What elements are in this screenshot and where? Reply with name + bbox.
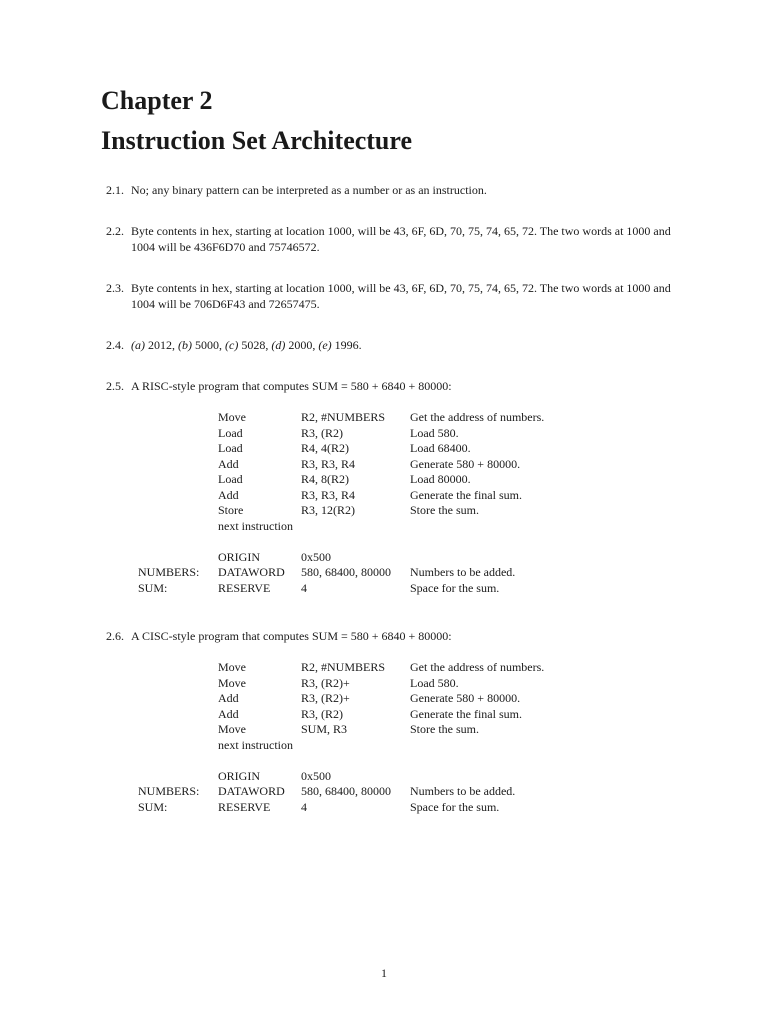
page-number: 1 (381, 966, 387, 980)
exercise-answers (131, 337, 676, 353)
code-comment: Get the address of numbers. (410, 410, 545, 424)
code-opcode: RESERVE (218, 580, 271, 595)
code-line (0, 660, 768, 676)
code-label: NUMBERS: (138, 565, 200, 579)
data-line (0, 550, 768, 566)
code-opcode: Add (218, 487, 239, 502)
code-operands: R3, R3, R4 (301, 487, 356, 502)
code-opcode: Add (218, 691, 239, 705)
code-comment: Generate the final sum. (410, 706, 522, 721)
data-line (0, 800, 768, 816)
code-opcode: Move (218, 722, 246, 736)
code-comment: Store the sum. (410, 503, 479, 517)
code-comment: Numbers to be added. (410, 784, 516, 798)
code-comment: Generate the final sum. (410, 487, 522, 502)
code-line (0, 426, 768, 442)
exercise-text: A RISC-style program that computes SUM = 580 + 6840 + 80000: (131, 379, 452, 393)
cisc-program (0, 660, 768, 815)
code-operands: R3, (R2)+ (301, 675, 350, 690)
exercise-2-4 (106, 337, 676, 353)
exercise-2-6 (106, 628, 676, 644)
code-operands: R3, (R2)+ (301, 691, 350, 705)
code-line (0, 738, 768, 754)
code-line (0, 707, 768, 723)
code-line (0, 472, 768, 488)
code-comment: Space for the sum. (410, 799, 500, 814)
code-operands: 4 (301, 580, 307, 595)
code-label: SUM: (138, 580, 168, 595)
data-line (0, 581, 768, 597)
code-opcode: next instruction (218, 737, 293, 752)
code-comment: Generate 580 + 80000. (410, 456, 521, 471)
answer-value-d: 2000, (285, 338, 319, 352)
exercise-2-5 (106, 378, 676, 394)
answer-value-a: 2012, (145, 338, 178, 352)
code-operands: R4, 8(R2) (301, 472, 349, 486)
exercise-number: 2.5. (106, 379, 124, 393)
code-operands: R3, (R2) (301, 706, 343, 721)
exercise-number: 2.4. (106, 338, 124, 352)
code-label: SUM: (138, 799, 168, 814)
code-comment: Get the address of numbers. (410, 660, 545, 674)
code-comment: Load 580. (410, 675, 459, 690)
code-operands: 580, 68400, 80000 (301, 784, 391, 798)
answer-value-e: 1996. (331, 338, 362, 352)
code-comment: Space for the sum. (410, 580, 500, 595)
exercise-text: A CISC-style program that computes SUM = 580 + 6840 + 80000: (131, 629, 452, 643)
risc-program (0, 410, 768, 596)
code-opcode: RESERVE (218, 799, 271, 814)
answer-letter-d: (d) (271, 338, 286, 352)
data-line (0, 769, 768, 785)
answer-letter-e: (e) (318, 338, 332, 352)
code-opcode: Store (218, 503, 244, 517)
answer-letter-b: (b) (178, 338, 192, 352)
code-opcode: ORIGIN (218, 768, 260, 783)
code-comment: Numbers to be added. (410, 565, 516, 579)
code-operands: 0x500 (301, 549, 331, 564)
exercise-text: Byte contents in hex, starting at location 1000, will be 43, 6F, 6D, 70, 75, 74, 65, 72. The two words at 1000 and 1004 will be 706D6F43 and 72657475. (131, 281, 671, 311)
code-line (0, 457, 768, 473)
exercise-text: No; any binary pattern can be interpreted as a number or as an instruction. (131, 183, 487, 197)
code-opcode: Add (218, 456, 239, 471)
chapter-title: Instruction Set Architecture (101, 126, 412, 155)
exercise-2-2 (106, 223, 676, 255)
code-opcode: Load (218, 425, 243, 440)
code-opcode: DATAWORD (218, 784, 285, 798)
code-comment: Store the sum. (410, 722, 479, 736)
code-operands: R3, R3, R4 (301, 456, 356, 471)
data-line (0, 784, 768, 800)
code-line (0, 488, 768, 504)
exercise-2-1 (106, 182, 676, 198)
code-comment: Load 68400. (410, 441, 471, 455)
code-line (0, 441, 768, 457)
code-line (0, 410, 768, 426)
code-line (0, 676, 768, 692)
exercise-text: Byte contents in hex, starting at location 1000, will be 43, 6F, 6D, 70, 75, 74, 65, 72. The two words at 1000 and 1004 will be 436F6D70 and 75746572. (131, 224, 671, 254)
code-operands: R3, (R2) (301, 425, 343, 440)
exercise-2-3 (106, 280, 676, 312)
code-comment: Load 80000. (410, 472, 471, 486)
code-operands: SUM, R3 (301, 722, 348, 736)
answer-value-c: 5028, (238, 338, 272, 352)
code-line (0, 503, 768, 519)
code-opcode: next instruction (218, 518, 293, 533)
code-operands: R4, 4(R2) (301, 441, 349, 455)
answer-letter-c: (c) (225, 338, 239, 352)
code-operands: R2, #NUMBERS (301, 410, 386, 424)
code-line (0, 691, 768, 707)
code-operands: 0x500 (301, 768, 331, 783)
code-opcode: DATAWORD (218, 565, 285, 579)
code-opcode: Move (218, 675, 246, 690)
chapter-heading: Chapter 2 (101, 86, 213, 115)
code-operands: 4 (301, 799, 307, 814)
code-comment: Load 580. (410, 425, 459, 440)
code-operands: 580, 68400, 80000 (301, 565, 391, 579)
code-opcode: ORIGIN (218, 549, 260, 564)
code-opcode: Move (218, 410, 246, 424)
code-operands: R2, #NUMBERS (301, 660, 386, 674)
exercise-number: 2.6. (106, 629, 124, 643)
answer-letter-a: (a) (131, 338, 145, 352)
code-comment: Generate 580 + 80000. (410, 691, 521, 705)
code-operands: R3, 12(R2) (301, 503, 355, 517)
exercise-number: 2.3. (106, 281, 124, 295)
code-line (0, 722, 768, 738)
code-opcode: Load (218, 441, 243, 455)
code-opcode: Load (218, 472, 243, 486)
exercise-number: 2.1. (106, 183, 124, 197)
code-opcode: Move (218, 660, 246, 674)
exercise-number: 2.2. (106, 224, 124, 238)
code-label: NUMBERS: (138, 784, 200, 798)
code-line (0, 519, 768, 535)
data-line (0, 565, 768, 581)
answer-value-b: 5000, (192, 338, 225, 352)
code-opcode: Add (218, 706, 239, 721)
